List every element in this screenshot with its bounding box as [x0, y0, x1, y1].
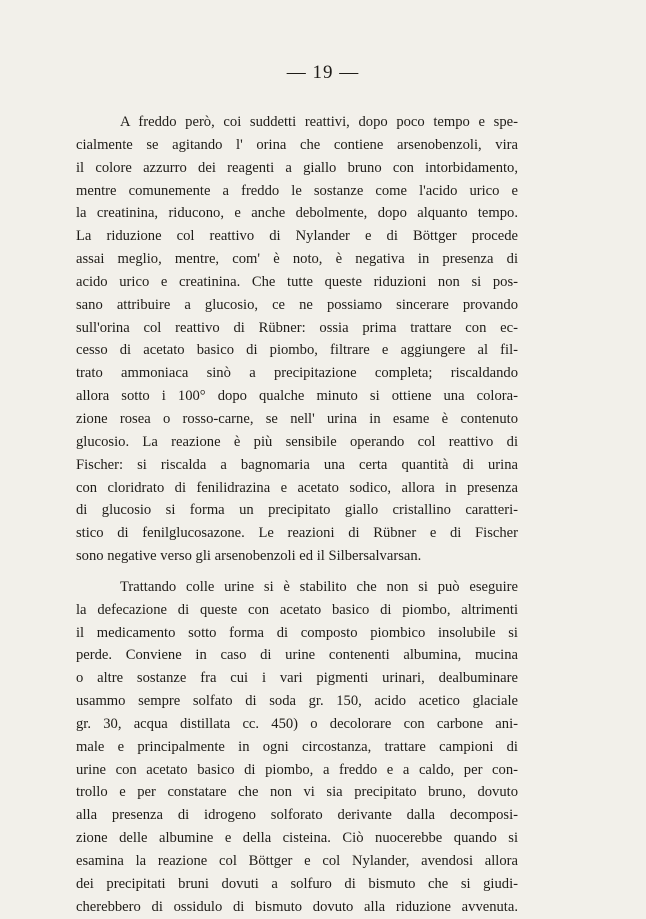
text-line: allora sotto i 100° dopo qualche minuto si ottiene una colora-: [76, 388, 518, 405]
page-number: — 19 —: [286, 62, 360, 83]
text-line: Fischer: si riscalda a bagnomaria una certa quantità di urina: [76, 456, 518, 473]
text-line: stico di fenilglucosazone. Le reazioni di Rübner e di Fischer: [76, 525, 518, 542]
text-line: urine con acetato basico di piombo, a freddo e a caldo, per con-: [76, 761, 518, 778]
text-line: esamina la reazione col Böttger e col Nylander, avendosi allora: [76, 853, 518, 869]
body-text: [76, 111, 518, 919]
text-line: trato ammoniaca sinò a precipitazione completa; riscaldando: [76, 365, 518, 382]
paragraph-gap: [76, 568, 518, 576]
paragraph: [76, 576, 518, 919]
text-line: cialmente se agitando l' orina che contiene arsenobenzoli, vira: [76, 136, 518, 153]
text-line: il medicamento sotto forma di composto piombico insolubile si: [76, 624, 518, 641]
text-line: usammo sempre solfato di soda gr. 150, acido acetico glaciale: [76, 693, 518, 710]
text-line: il colore azzurro dei reagenti a giallo bruno con intorbidamento,: [76, 159, 518, 176]
text-line: glucosio. La reazione è più sensibile operando col reattivo di: [76, 433, 518, 450]
text-line: acido urico e creatinina. Che tutte queste riduzioni non si pos-: [76, 273, 518, 290]
text-line: zione rosea o rosso-carne, se nell' urina in esame è contenuto: [76, 410, 518, 427]
text-line: trollo e per constatare che non vi sia precipitato bruno, dovuto: [76, 784, 518, 801]
text-line: mentre comunemente a freddo le sostanze come l'acido urico e: [76, 182, 518, 199]
text-line: Trattando colle urine si è stabilito che non si può eseguire: [120, 578, 518, 595]
text-line: sull'orina col reattivo di Rübner: ossia prima trattare con ec-: [76, 319, 518, 336]
text-line: A freddo però, coi suddetti reattivi, dopo poco tempo e spe-: [120, 114, 518, 130]
text-line: La riduzione col reattivo di Nylander e di Böttger procede: [76, 228, 518, 245]
text-line: zione delle albumine e della cisteina. Ciò nuocerebbe quando si: [76, 830, 518, 847]
text-line: dei precipitati bruni dovuti a solfuro di bismuto che si giudi-: [76, 875, 518, 892]
text-line: sano attribuire a glucosio, ce ne possiamo sincerare provando: [76, 296, 518, 313]
text-line: gr. 30, acqua distillata cc. 450) o decolorare con carbone ani-: [76, 715, 518, 732]
text-line: assai meglio, mentre, com' è noto, è negativa in presenza di: [76, 251, 518, 268]
text-line: di glucosio si forma un precipitato giallo cristallino caratteri-: [76, 502, 518, 519]
text-line: perde. Conviene in caso di urine contenenti albumina, mucina: [76, 647, 518, 664]
text-line: cherebbero di ossidulo di bismuto dovuto alla riduzione avvenuta.: [76, 898, 518, 915]
text-line: con cloridrato di fenilidrazina e acetato sodico, allora in presenza: [76, 479, 518, 496]
text-line: male e principalmente in ogni circostanza, trattare campioni di: [76, 738, 518, 755]
text-line: alla presenza di idrogeno solforato derivante dalla decomposi-: [76, 807, 518, 824]
text-line: sono negative verso gli arsenobenzoli ed il Silbersalvarsan.: [76, 548, 422, 565]
paragraph: [76, 111, 518, 568]
text-line: la defecazione di queste con acetato basico di piombo, altrimenti: [76, 601, 518, 618]
text-line: cesso di acetato basico di piombo, filtrare e aggiungere al fil-: [76, 342, 518, 359]
text-line: o altre sostanze fra cui i vari pigmenti urinari, dealbuminare: [76, 670, 518, 687]
text-line: la creatinina, riducono, e anche debolmente, dopo alquanto tempo.: [76, 205, 518, 222]
